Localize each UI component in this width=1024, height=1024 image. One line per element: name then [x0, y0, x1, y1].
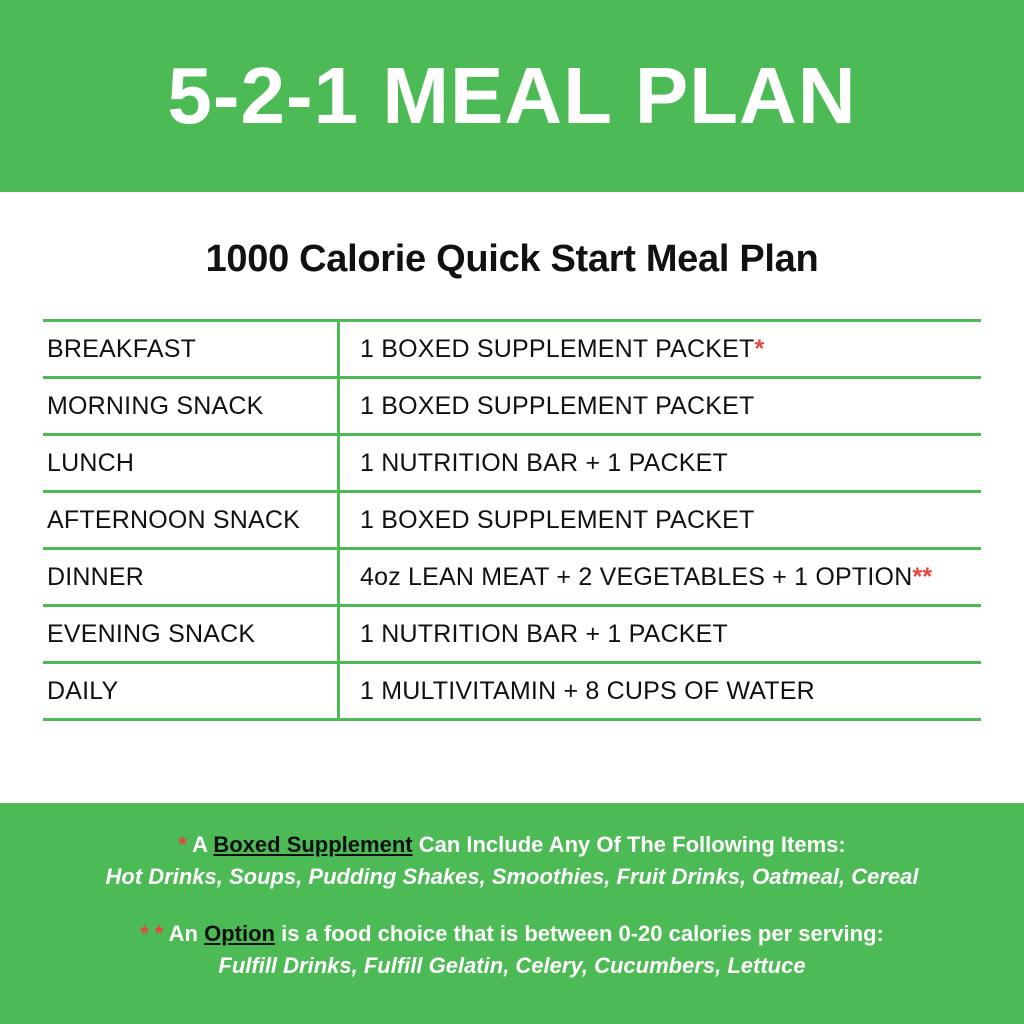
meal-detail-text: 1 NUTRITION BAR + 1 PACKET	[360, 448, 729, 477]
meal-label: DINNER	[43, 549, 339, 606]
meal-detail	[339, 606, 982, 663]
footnote-one-items: Hot Drinks, Soups, Pudding Shakes, Smoothies, Fruit Drinks, Oatmeal, Cereal	[105, 864, 919, 890]
asterisk-icon: *	[178, 832, 187, 857]
footnote-one-trail: Can Include Any Of The Following Items:	[412, 832, 846, 857]
footnote-two-lead: An	[163, 921, 205, 947]
footnote-marker: *	[754, 334, 765, 363]
meal-detail-text: 1 NUTRITION BAR + 1 PACKET	[360, 619, 729, 648]
double-asterisk-icon: * *	[140, 921, 164, 947]
table-row	[43, 378, 981, 435]
footnote-one-term: Boxed Supplement	[213, 832, 413, 857]
table-row	[43, 321, 981, 378]
meal-label: BREAKFAST	[43, 321, 339, 378]
page-title: 5-2-1 MEAL PLAN	[167, 51, 857, 140]
footnote-two-term: Option	[204, 921, 275, 947]
poster-body	[0, 192, 1024, 803]
meal-detail	[339, 435, 982, 492]
meal-detail-text: 1 BOXED SUPPLEMENT PACKET	[360, 505, 755, 534]
meal-detail	[339, 663, 982, 720]
meal-detail-text: 1 BOXED SUPPLEMENT PACKET	[360, 334, 755, 363]
footnote-one-heading	[30, 829, 994, 860]
table-row	[43, 663, 981, 720]
footnote-one	[30, 829, 994, 890]
meal-plan-table	[43, 319, 981, 721]
meal-detail	[339, 492, 982, 549]
meal-detail	[339, 321, 982, 378]
footnote-two-heading	[30, 918, 994, 949]
footnote-two-trail: is a food choice that is between 0-20 calories per serving:	[274, 921, 884, 947]
table-row	[43, 549, 981, 606]
meal-label: DAILY	[43, 663, 339, 720]
poster-footer	[0, 803, 1024, 1024]
meal-label: LUNCH	[43, 435, 339, 492]
table-row	[43, 492, 981, 549]
table-row	[43, 435, 981, 492]
poster-header	[0, 0, 1024, 192]
footnote-two	[30, 918, 994, 979]
meal-label: AFTERNOON SNACK	[43, 492, 339, 549]
meal-detail	[339, 378, 982, 435]
table-row	[43, 606, 981, 663]
footnote-marker: **	[912, 562, 933, 591]
meal-detail-text: 1 MULTIVITAMIN + 8 CUPS OF WATER	[360, 676, 815, 705]
footnote-two-items: Fulfill Drinks, Fulfill Gelatin, Celery, Cucumbers, Lettuce	[218, 953, 806, 979]
subtitle: 1000 Calorie Quick Start Meal Plan	[205, 238, 819, 280]
meal-detail-text: 4oz LEAN MEAT + 2 VEGETABLES + 1 OPTION	[360, 562, 913, 591]
meal-label: MORNING SNACK	[43, 378, 339, 435]
meal-label: EVENING SNACK	[43, 606, 339, 663]
meal-detail	[339, 549, 982, 606]
footnote-one-lead: A	[186, 832, 214, 857]
meal-detail-text: 1 BOXED SUPPLEMENT PACKET	[360, 391, 755, 420]
